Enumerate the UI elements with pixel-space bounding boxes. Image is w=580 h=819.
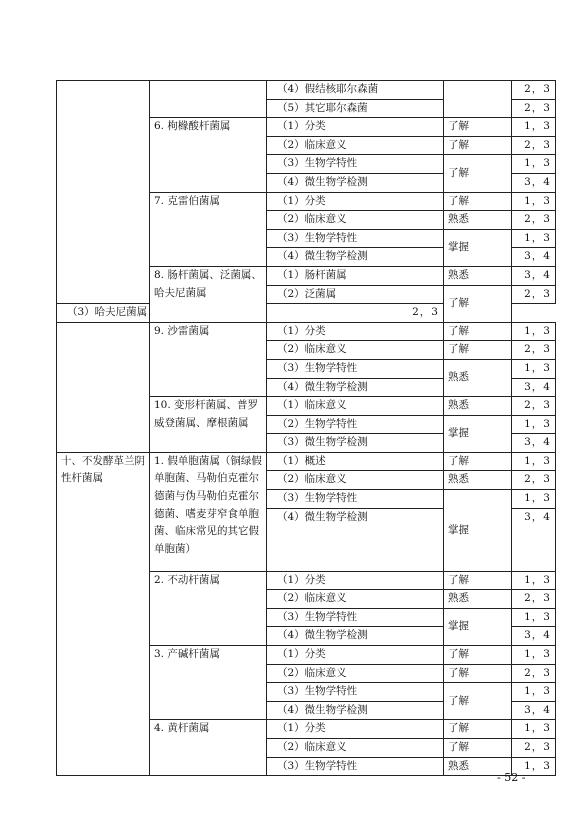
requirement-cell: 熟悉 [444,266,512,285]
item-cell: （3）生物学特性 [267,608,444,627]
item-cell: （2）临床意义 [267,664,444,683]
level-cell: 3，4 [512,173,556,192]
item-cell: （2）泛菌属 [267,285,444,304]
item-cell: （3）生物学特性 [267,359,444,378]
item-cell: （4）微生物学检测 [267,701,444,720]
requirement-cell [444,81,512,118]
genus-cell: 1. 假单胞菌属（铜绿假单胞菌、马勒伯克霍尔德菌与伪马勒伯克霍尔德菌、嗜麦芽窄食单胞菌、临床常见的其它假单胞菌） [150,452,267,571]
level-cell: 3，4 [512,266,556,285]
level-cell: 2，3 [512,739,556,758]
level-cell: 2，3 [512,341,556,360]
requirement-cell: 了解 [444,155,512,192]
level-cell: 3，4 [512,508,556,571]
item-cell: （2）临床意义 [267,341,444,360]
item-cell: （3）生物学特性 [267,490,444,509]
item-cell: （4）微生物学检测 [267,627,444,646]
level-cell: 1，3 [512,646,556,665]
item-cell: （4）假结核耶尔森菌 [267,81,444,100]
item-cell: （1）分类 [267,118,444,137]
item-cell: （4）微生物学检测 [267,248,444,267]
item-cell: （1）概述 [267,452,444,471]
level-cell: 2，3 [512,471,556,490]
genus-cell: 4. 黄杆菌属 [150,720,267,776]
level-cell: 3，4 [512,627,556,646]
level-cell: 1，3 [512,683,556,702]
requirement-cell: 了解 [444,683,512,720]
genus-cell: 8. 肠杆菌属、泛菌属、哈夫尼菌属 [150,266,267,322]
genus-cell: 2. 不动杆菌属 [150,571,267,645]
requirement-cell: 了解 [444,136,512,155]
item-cell: （2）临床意义 [267,211,444,230]
requirement-cell: 了解 [444,192,512,211]
category-cell [57,322,150,452]
item-cell: （4）微生物学检测 [267,378,444,397]
item-cell: （2）临床意义 [267,739,444,758]
page-number: - 52 - [497,771,526,784]
level-cell: 2，3 [512,590,556,609]
level-cell: 2，3 [512,285,556,304]
table-row [57,322,556,341]
item-cell: （3）生物学特性 [267,155,444,174]
level-cell: 1，3 [512,452,556,471]
level-cell: 1，3 [512,359,556,378]
category-cell: 十、不发酵革兰阴性杆菌属 [57,452,150,775]
item-cell: （1）分类 [267,646,444,665]
syllabus-table [56,80,556,776]
item-cell: （1）分类 [267,720,444,739]
requirement-cell: 了解 [444,646,512,665]
level-cell: 2，3 [512,211,556,230]
item-cell: （3）生物学特性 [267,229,444,248]
level-cell: 1，3 [512,757,556,776]
requirement-cell: 熟悉 [444,471,512,490]
requirement-cell: 了解 [444,571,512,590]
level-cell: 1，3 [512,322,556,341]
item-cell: （2）临床意义 [267,590,444,609]
requirement-cell: 掌握 [444,490,512,572]
level-cell: 2，3 [512,397,556,416]
requirement-cell: 了解 [444,341,512,360]
genus-cell: 7. 克雷伯菌属 [150,192,267,266]
item-cell: （1）分类 [267,192,444,211]
level-cell: 2，3 [267,304,444,323]
requirement-cell: 了解 [444,285,512,322]
requirement-cell: 熟悉 [444,211,512,230]
level-cell: 1，3 [512,155,556,174]
item-cell: （1）分类 [267,571,444,590]
requirement-cell: 了解 [444,322,512,341]
item-cell: （4）微生物学检测 [267,173,444,192]
requirement-cell: 掌握 [444,608,512,645]
requirement-cell: 了解 [444,118,512,137]
table-row [57,452,556,471]
genus-cell: 3. 产碱杆菌属 [150,646,267,720]
requirement-cell: 熟悉 [444,359,512,396]
item-cell: （3）生物学特性 [267,757,444,776]
genus-cell: 9. 沙雷菌属 [150,322,267,396]
item-cell: （1）分类 [267,322,444,341]
requirement-cell: 熟悉 [444,397,512,416]
genus-cell [150,81,267,118]
requirement-cell: 了解 [444,739,512,758]
level-cell: 1，3 [512,608,556,627]
requirement-cell: 掌握 [444,229,512,266]
level-cell: 1，3 [512,118,556,137]
level-cell: 1，3 [512,720,556,739]
genus-cell: 6. 枸橼酸杆菌属 [150,118,267,192]
level-cell: 3，4 [512,378,556,397]
category-cell [57,81,150,304]
requirement-cell: 了解 [444,452,512,471]
level-cell: 2，3 [512,664,556,683]
level-cell: 1，3 [512,490,556,509]
item-cell: （2）生物学特性 [267,415,444,434]
requirement-cell: 熟悉 [444,590,512,609]
item-cell: （4）微生物学检测 [267,508,444,571]
level-cell: 3，4 [512,434,556,453]
level-cell: 2，3 [512,81,556,100]
requirement-cell: 熟悉 [444,757,512,776]
item-cell: （2）临床意义 [267,136,444,155]
genus-cell: 10. 变形杆菌属、普罗威登菌属、摩根菌属 [150,397,267,453]
item-cell: （5）其它耶尔森菌 [267,99,444,118]
level-cell: 1，3 [512,192,556,211]
requirement-cell: 了解 [444,720,512,739]
level-cell: 3，4 [512,248,556,267]
requirement-cell: 了解 [444,664,512,683]
item-cell: （1）临床意义 [267,397,444,416]
item-cell: （2）临床意义 [267,471,444,490]
item-cell: （3）生物学特性 [267,683,444,702]
item-cell: （3）微生物学检测 [267,434,444,453]
level-cell: 3，4 [512,701,556,720]
level-cell: 1，3 [512,229,556,248]
item-cell: （1）肠杆菌属 [267,266,444,285]
level-cell: 2，3 [512,136,556,155]
item-cell: （3）哈夫尼菌属 [57,304,150,323]
level-cell: 2，3 [512,99,556,118]
level-cell: 1，3 [512,415,556,434]
requirement-cell: 掌握 [444,415,512,452]
level-cell: 1，3 [512,571,556,590]
table-row [57,81,556,100]
